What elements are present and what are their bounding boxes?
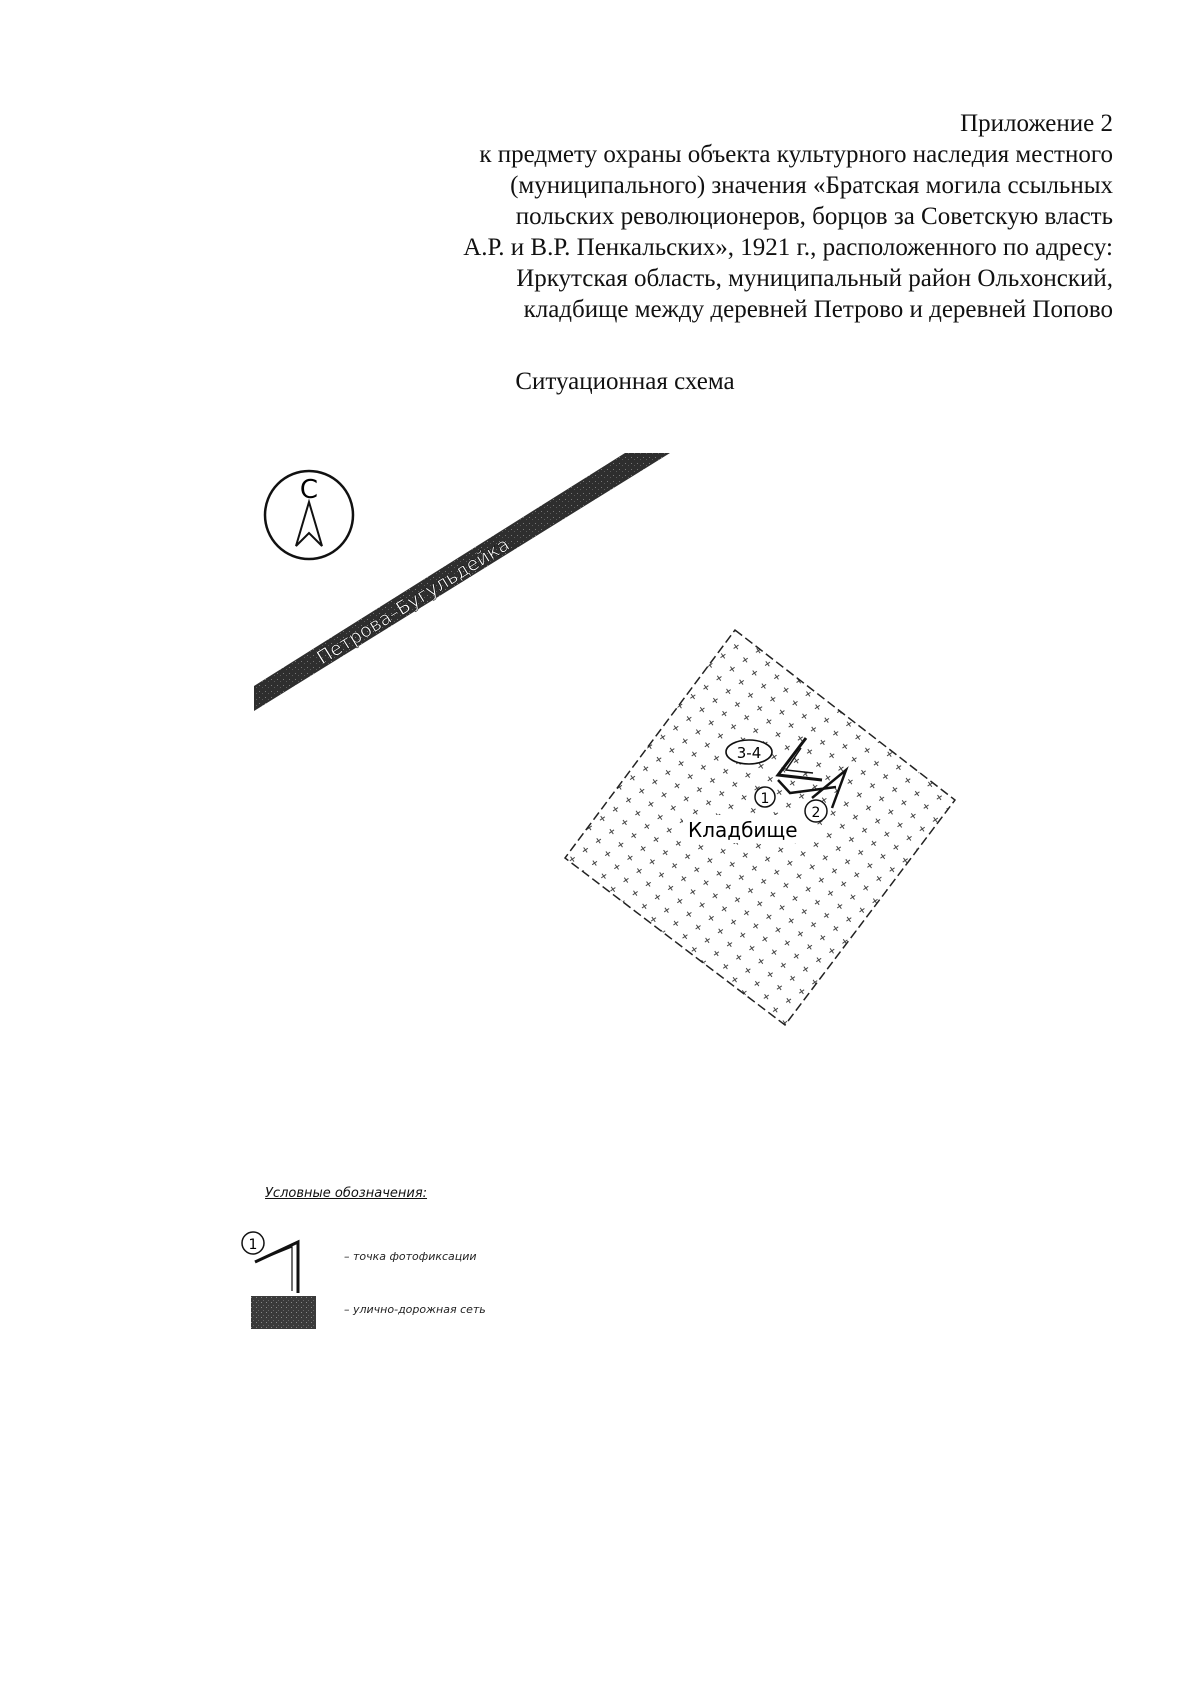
annex-subject-line: (муниципального) значения «Братская могила ссыльных bbox=[510, 172, 1113, 199]
schema-title: Ситуационная схема bbox=[515, 368, 735, 395]
cemetery-area bbox=[565, 630, 955, 1025]
legend-road-text: – улично-дорожная сеть bbox=[344, 1303, 486, 1316]
legend-symbols bbox=[242, 1232, 316, 1329]
legend-photo-marker-label: 1 bbox=[248, 1237, 258, 1253]
annex-subject-line: А.Р. и В.Р. Пенкальских», 1921 г., расположенного по адресу: bbox=[463, 234, 1113, 261]
photo-point-label: 3-4 bbox=[736, 744, 762, 762]
road-label: Петрова–Бугульдейка bbox=[313, 533, 514, 670]
cemetery-label: Кладбище bbox=[688, 818, 798, 842]
legend-photo-point-icon bbox=[260, 1247, 292, 1291]
annex-subject-line: к предмету охраны объекта культурного наследия местного bbox=[479, 141, 1113, 168]
annex-title: Приложение 2 bbox=[960, 110, 1113, 137]
annex-subject-line: польских революционеров, борцов за Советскую власть bbox=[515, 203, 1113, 230]
annex-address-line: Иркутская область, муниципальный район Ольхонский, bbox=[516, 265, 1113, 292]
legend-title: Условные обозначения: bbox=[265, 1186, 428, 1201]
north-arrow bbox=[265, 471, 353, 559]
photo-point-label: 2 bbox=[811, 805, 821, 821]
photo-point-label: 1 bbox=[760, 791, 770, 807]
legend-road-swatch bbox=[251, 1296, 316, 1329]
legend-photo-point-text: – точка фотофиксации bbox=[344, 1250, 477, 1263]
annex-address-line: кладбище между деревней Петрово и деревней Попово bbox=[523, 296, 1113, 323]
north-arrow-icon bbox=[296, 502, 322, 546]
north-label: С bbox=[299, 475, 319, 505]
